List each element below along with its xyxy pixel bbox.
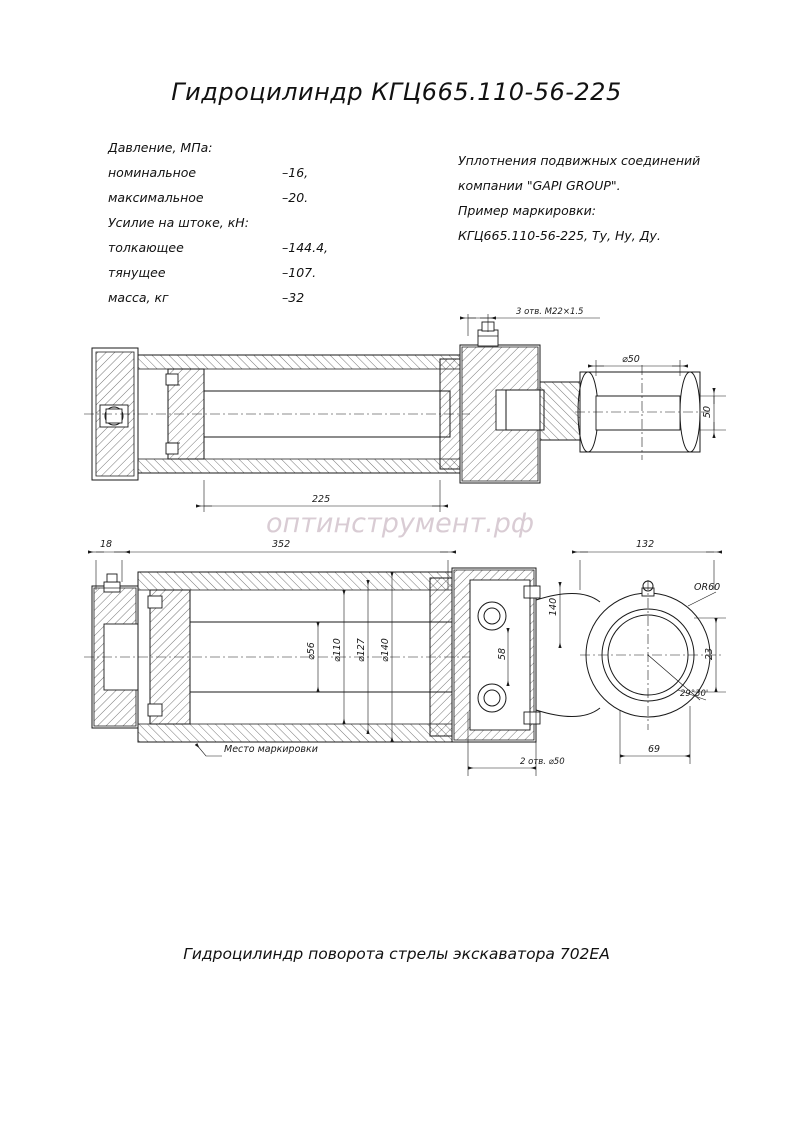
top-section-view bbox=[84, 307, 726, 512]
dim-bore-110: ⌀110 bbox=[332, 638, 343, 662]
page-caption: Гидроцилиндр поворота стрелы экскаватора 702ЕА bbox=[183, 945, 610, 963]
spec-row: тянущее –107. bbox=[108, 265, 317, 280]
dim-rod-dia: ⌀56 bbox=[306, 642, 317, 660]
watermark: оптинструмент.рф bbox=[266, 508, 534, 539]
dim-bore-140: ⌀140 bbox=[380, 638, 391, 662]
spec-note-line: компании "GAPI GROUP". bbox=[458, 178, 621, 193]
dim-stroke: 225 bbox=[312, 494, 331, 505]
dim-eye-angle: 29°30' bbox=[680, 689, 709, 699]
dim-body-length: 352 bbox=[272, 539, 291, 550]
dim-eye-offset: 69 bbox=[648, 744, 661, 755]
note-marking-place: Место маркировки bbox=[224, 744, 318, 755]
dim-eye-ring: OR60 bbox=[694, 582, 721, 593]
spec-row: номинальное –16, bbox=[108, 165, 309, 180]
spec-row: максимальное –20. bbox=[108, 190, 309, 205]
force-header: Усилие на штоке, кН: bbox=[108, 215, 249, 230]
spec-note-line: КГЦ665.110-56-225, Ту, Ну, Ду. bbox=[458, 228, 661, 243]
page-title: Гидроцилиндр КГЦ665.110-56-225 bbox=[171, 78, 622, 106]
dim-lug-width: 58 bbox=[497, 647, 508, 660]
pressure-header: Давление, МПа: bbox=[108, 140, 213, 155]
dim-lug-height: 140 bbox=[548, 597, 559, 616]
dim-bore-127: ⌀127 bbox=[356, 638, 367, 662]
dim-top-ports: 3 отв. М22×1.5 bbox=[516, 307, 584, 317]
spec-row: толкающее –144.4, bbox=[108, 240, 329, 255]
dim-eye-height-top: 50 bbox=[702, 405, 713, 418]
dim-left-end: 18 bbox=[100, 539, 113, 550]
dim-bottom-holes: 2 отв. ⌀50 bbox=[520, 757, 565, 767]
dim-eye-thickness: 23 bbox=[704, 647, 715, 660]
dim-rod-end-length: 132 bbox=[636, 539, 655, 550]
spec-note-line: Пример маркировки: bbox=[458, 203, 597, 218]
spec-note-line: Уплотнения подвижных соединений bbox=[458, 153, 701, 168]
spec-row: масса, кг –32 bbox=[108, 290, 305, 305]
dim-eye-bore-top: ⌀50 bbox=[622, 354, 640, 365]
bottom-section-view bbox=[84, 539, 726, 776]
